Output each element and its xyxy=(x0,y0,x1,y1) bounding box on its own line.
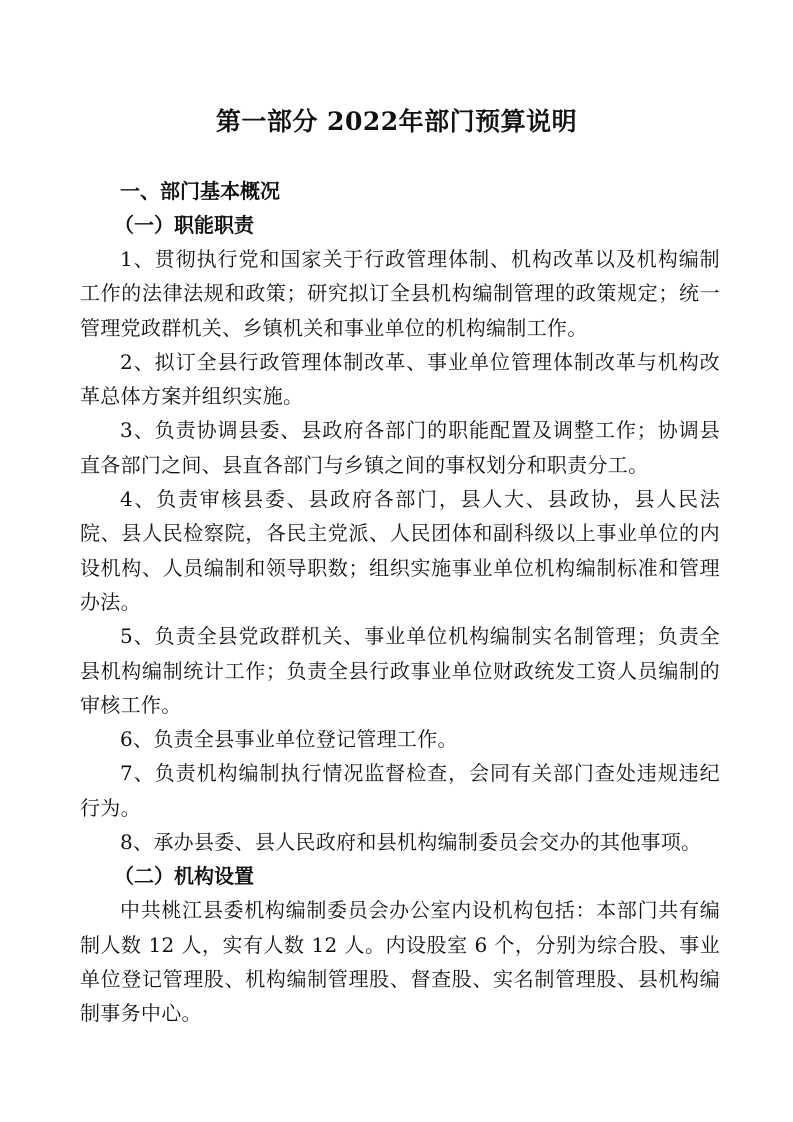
duty-paragraph: 6、负责全县事业单位登记管理工作。 xyxy=(120,727,458,752)
subsection-heading-org-structure: （二）机构设置 xyxy=(114,864,254,889)
duty-paragraph: 5、负责全县党政群机关、事业单位机构编制实名制管理；负责全县机构编制统计工作；负责全县行政事业单位财政统发工资人员编制的审核工作。 xyxy=(80,624,720,717)
section-heading-basic-overview: 一、部门基本概况 xyxy=(120,179,280,203)
duty-paragraph: 3、负责协调县委、县政府各部门的职能配置及调整工作；协调县直各部门之间、县直各部门与乡镇之间的事权划分和职责分工。 xyxy=(80,418,720,477)
org-structure-paragraph: 中共桃江县委机构编制委员会办公室内设机构包括：本部门共有编制人数 12 人，实有人数 12 人。内设股室 6 个，分别为综合股、事业单位登记管理股、机构编制管理股、督查股、实名制管理股、县机构编制事务中心。 xyxy=(80,898,720,1026)
duty-paragraph: 8、承办县委、县人民政府和县机构编制委员会交办的其他事项。 xyxy=(120,830,702,855)
document-body xyxy=(80,174,720,1031)
subsection-heading-duties: （一）职能职责 xyxy=(114,213,254,237)
duty-paragraph: 4、负责审核县委、县政府各部门，县人大、县政协，县人民法院、县人民检察院，各民主党派、人民团体和副科级以上事业单位的内设机构、人员编制和领导职数；组织实施事业单位机构编制标准和管理办法。 xyxy=(80,487,720,614)
duty-paragraph: 7、负责机构编制执行情况监督检查，会同有关部门查处违规违纪行为。 xyxy=(80,761,720,820)
page-title: 第一部分 2022年部门预算说明 xyxy=(215,107,578,136)
duty-paragraph: 1、贯彻执行党和国家关于行政管理体制、机构改革以及机构编制工作的法律法规和政策；研究拟订全县机构编制管理的政策规定；统一管理党政群机关、乡镇机关和事业单位的机构编制工作。 xyxy=(80,247,720,340)
duty-paragraph: 2、拟订全县行政管理体制改革、事业单位管理体制改革与机构改革总体方案并组织实施。 xyxy=(80,349,720,409)
